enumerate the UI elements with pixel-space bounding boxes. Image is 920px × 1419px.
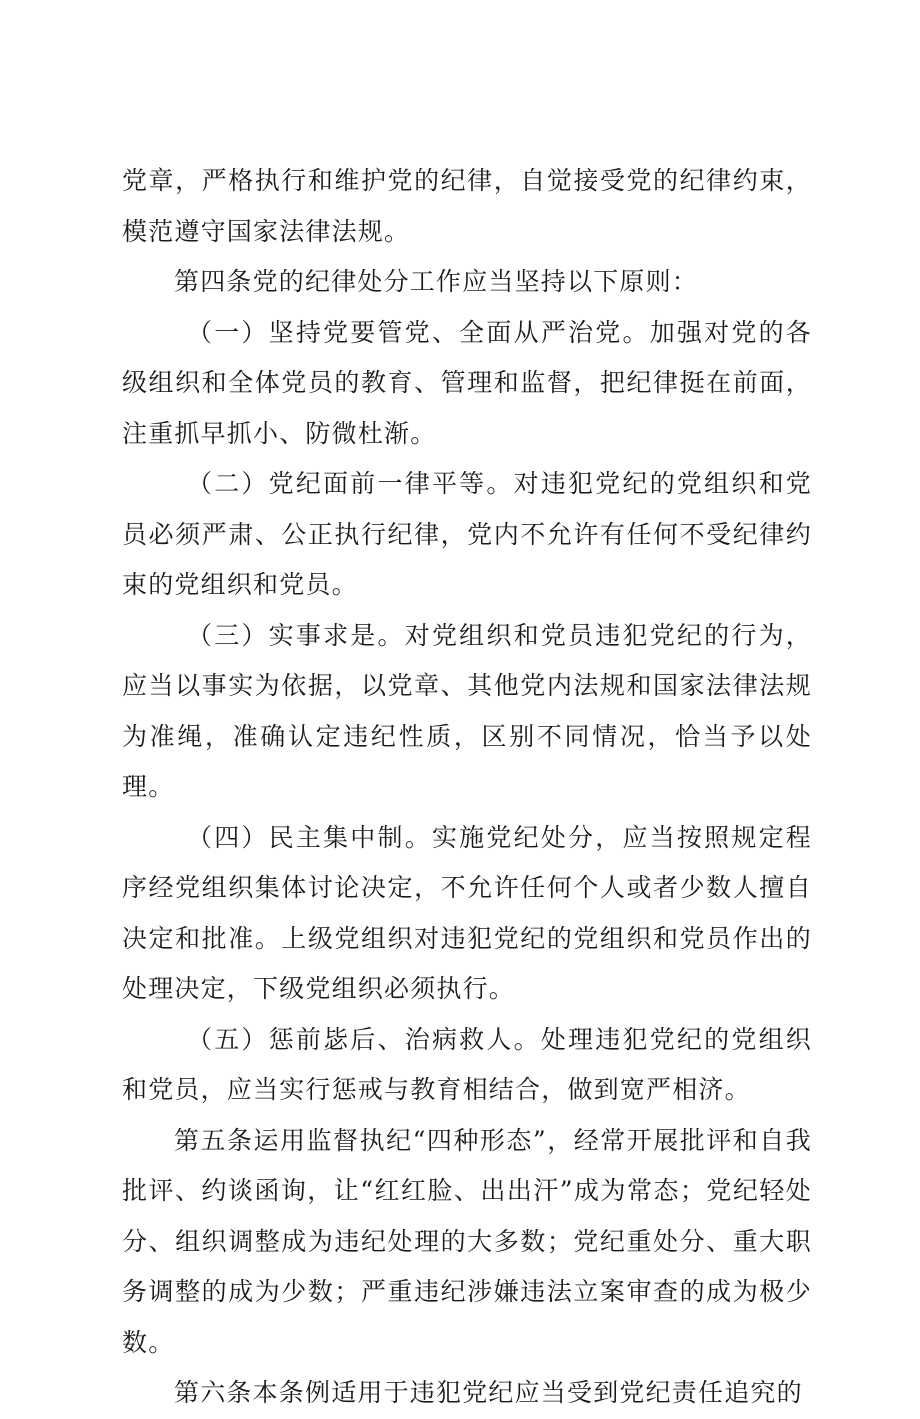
document-body (122, 156, 812, 1419)
paragraph-article-5: 第五条运用监督执纪“四种形态”，经常开展批评和自我批评、约谈函询，让“红红脸、出出汗”成为常态；党纪轻处分、组织调整成为违纪处理的大多数；党纪重处分、重大职务调整的成为少数；严重违纪涉嫌违法立案审查的成为极少数。 (122, 1125, 812, 1357)
paragraph-principle-5: （五）惩前毖后、治病救人。处理违犯党纪的党组织和党员，应当实行惩戒与教育相结合，做到宽严相济。 (122, 1024, 812, 1104)
paragraph-principle-1: （一）坚持党要管党、全面从严治党。加强对党的各级组织和全体党员的教育、管理和监督，把纪律挺在前面，注重抓早抓小、防微杜渐。 (122, 317, 812, 448)
paragraph-principle-3: （三）实事求是。对党组织和党员违犯党纪的行为，应当以事实为依据，以党章、其他党内法规和国家法律法规为准绳，准确认定违纪性质，区别不同情况，恰当予以处理。 (122, 620, 812, 801)
paragraph-principle-4: （四）民主集中制。实施党纪处分，应当按照规定程序经党组织集体讨论决定，不允许任何个人或者少数人擅自决定和批准。上级党组织对违犯党纪的党组织和党员作出的处理决定，下级党组织必须执行。 (122, 822, 812, 1003)
paragraph-principle-2: （二）党纪面前一律平等。对违犯党纪的党组织和党员必须严肃、公正执行纪律，党内不允许有任何不受纪律约束的党组织和党员。 (122, 469, 812, 599)
paragraph-continuation: 党章，严格执行和维护党的纪律，自觉接受党的纪律约束，模范遵守国家法律法规。 (122, 166, 812, 246)
paragraph-article-4: 第四条党的纪律处分工作应当坚持以下原则： (174, 267, 699, 296)
paragraph-article-6: 第六条本条例适用于违犯党纪应当受到党纪责任追究的 (174, 1378, 803, 1407)
